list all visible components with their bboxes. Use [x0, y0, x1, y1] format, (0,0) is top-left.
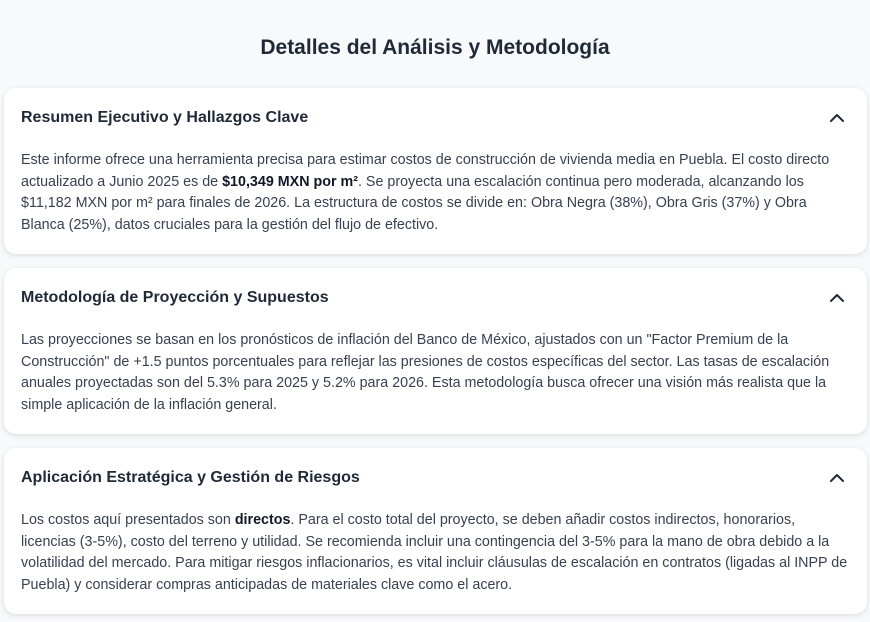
accordion-header-aplicacion[interactable]: [4, 448, 867, 508]
accordion-header-resumen[interactable]: [4, 88, 867, 148]
chevron-up-icon[interactable]: [829, 290, 845, 306]
accordion-header-metodologia[interactable]: [4, 268, 867, 328]
highlight-cost: $10,349 MXN por m²: [222, 173, 358, 190]
highlight-directos: directos: [234, 512, 291, 528]
section-title: Aplicación Estratégica y Gestión de Riesgos: [21, 469, 360, 486]
section-body: Los costos aquí presentados son directos. Para el costo total del proyecto, se deben añadir costos indirectos, honorarios, licencias (3-5%), costo del terreno y utilidad. Se recomienda incluir una contingencia del 3-5% para la mano de obra debido a la volatilidad del mercado. Para mitigar riesgos inflacionarios, es vital incluir cláusulas de escalación en contratos (ligadas al INPP de Puebla) y considerar compras anticipadas de materiales clave como el acero.: [21, 512, 848, 594]
accordion-section-aplicacion: [4, 448, 867, 614]
accordion-section-metodologia: [4, 268, 867, 434]
page-title: Detalles del Análisis y Metodología: [260, 36, 610, 59]
section-body: Este informe ofrece una herramienta precisa para estimar costos de construcción de vivienda media en Puebla. El costo directo actualizado a Junio 2025 es de $10,349 MXN por m². Se proyecta una escalación continua pero moderada, alcanzando los $11,182 MXN por m² para finales de 2026. La estructura de costos se divide en: Obra Negra (38%), Obra Gris (37%) y Obra Blanca (25%), datos cruciales para la gestión del flujo de efectivo.: [21, 152, 830, 234]
section-title: Metodología de Proyección y Supuestos: [21, 289, 329, 306]
accordion-section-resumen: [4, 88, 867, 254]
chevron-up-icon[interactable]: [829, 470, 845, 486]
section-body: Las proyecciones se basan en los pronósticos de inflación del Banco de México, ajustados con un "Factor Premium de la Construcción" de +1.5 puntos porcentuales para reflejar las presiones de costos específicas del sector. Las tasas de escalación anuales proyectadas son del 5.3% para 2025 y 5.2% para 2026. Esta metodología busca ofrecer una visión más realista que la simple aplicación de la inflación general.: [21, 332, 830, 414]
chevron-up-icon[interactable]: [829, 110, 845, 126]
section-title: Resumen Ejecutivo y Hallazgos Clave: [21, 109, 309, 126]
